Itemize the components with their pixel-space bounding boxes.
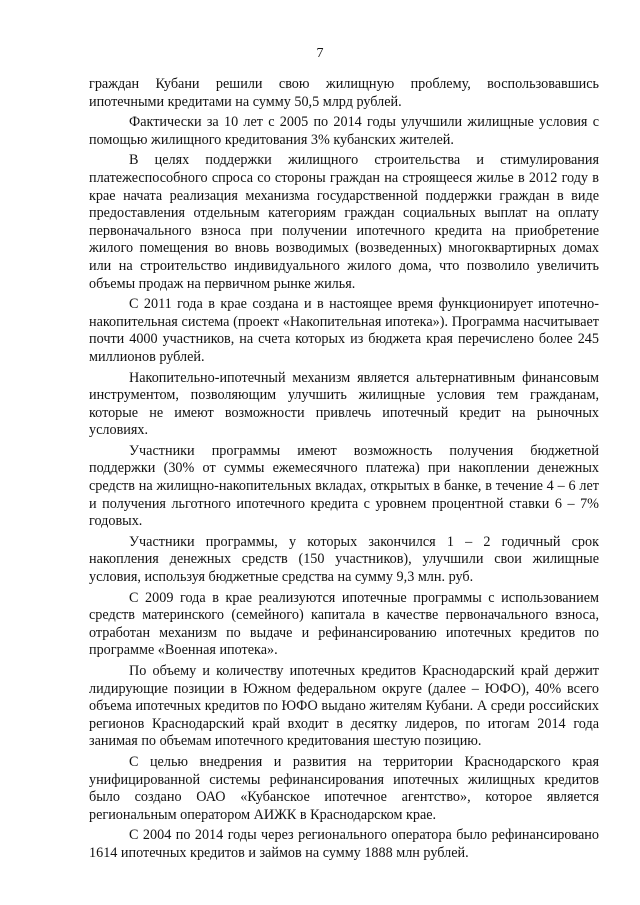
- paragraph-6: Участники программы имеют возможность получения бюджетной поддержки (30% от суммы ежемесячного платежа) при накоплении денежных средств на жилищно-накопительных вкладах, открытых в банке, в течение 4 – 6 лет и получения льготного ипотечного кредита с уровнем процентной ставки 6 – 7% годовых.: [89, 442, 599, 530]
- paragraph-4: С 2011 года в крае создана и в настоящее время функционирует ипотечно-накопительная система (проект «Накопительная ипотека»). Программа насчитывает почти 4000 участников, на счета которых из бюджета края перечислено более 245 миллионов рублей.: [89, 296, 599, 365]
- paragraph-10: С целью внедрения и развития на территории Краснодарского края унифицированной системы рефинансирования ипотечных жилищных кредитов было создано ОАО «Кубанское ипотечное агентство», которое является региональным оператором АИЖК в Краснодарском крае.: [89, 753, 599, 823]
- paragraph-9: По объему и количеству ипотечных кредитов Краснодарский край держит лидирующие позиции в Южном федеральном округе (далее – ЮФО), 40% всего объема ипотечных кредитов по ЮФО выдано жителям Кубани. А среди российских регионов Краснодарский край входит в десятку лидеров, по итогам 2014 года занимая по объемам ипотечного кредитования шестую позицию.: [89, 663, 599, 750]
- paragraph-7: Участники программы, у которых закончился 1 – 2 годичный срок накопления денежных средств (150 участников), улучшили свои жилищные условия, используя бюджетные средства на сумму 9,3 млн. руб.: [89, 533, 599, 586]
- paragraph-11: С 2004 по 2014 годы через регионального оператора было рефинансировано 1614 ипотечных кредитов и займов на сумму 1888 млн рублей.: [89, 827, 599, 861]
- paragraph-3: В целях поддержки жилищного строительства и стимулирования платежеспособного спроса со стороны граждан на строящееся жилье в 2012 году в крае начата реализация механизма государственной поддержки граждан в виде предоставления отдельным категориям граждан социальных выплат на оплату первоначального взноса при получении ипотечного кредита на приобретение жилого помещения во вновь возводимых (возведенных) многоквартирных домах или на строительство индивидуального жилого дома, что позволило увеличить объемы продаж на первичном рынке жилья.: [89, 152, 599, 292]
- body-text: [89, 76, 599, 866]
- paragraph-5: Накопительно-ипотечный механизм является альтернативным финансовым инструментом, позволяющим улучшить жилищные условия тем гражданам, которые не имеют возможности привлечь ипотечный кредит на рыночных условиях.: [89, 369, 599, 439]
- paragraph-8: С 2009 года в крае реализуются ипотечные программы с использованием средств материнского (семейного) капитала в качестве первоначального взноса, отработан механизм по выдаче и рефинансированию ипотечных кредитов по программе «Военная ипотека».: [89, 589, 599, 659]
- paragraph-2: Фактически за 10 лет с 2005 по 2014 годы улучшили жилищные условия с помощью жилищного кредитования 3% кубанских жителей.: [89, 114, 599, 148]
- paragraph-1: граждан Кубани решили свою жилищную проблему, воспользовавшись ипотечными кредитами на сумму 50,5 млрд рублей.: [89, 76, 599, 110]
- page-number: 7: [316, 46, 324, 61]
